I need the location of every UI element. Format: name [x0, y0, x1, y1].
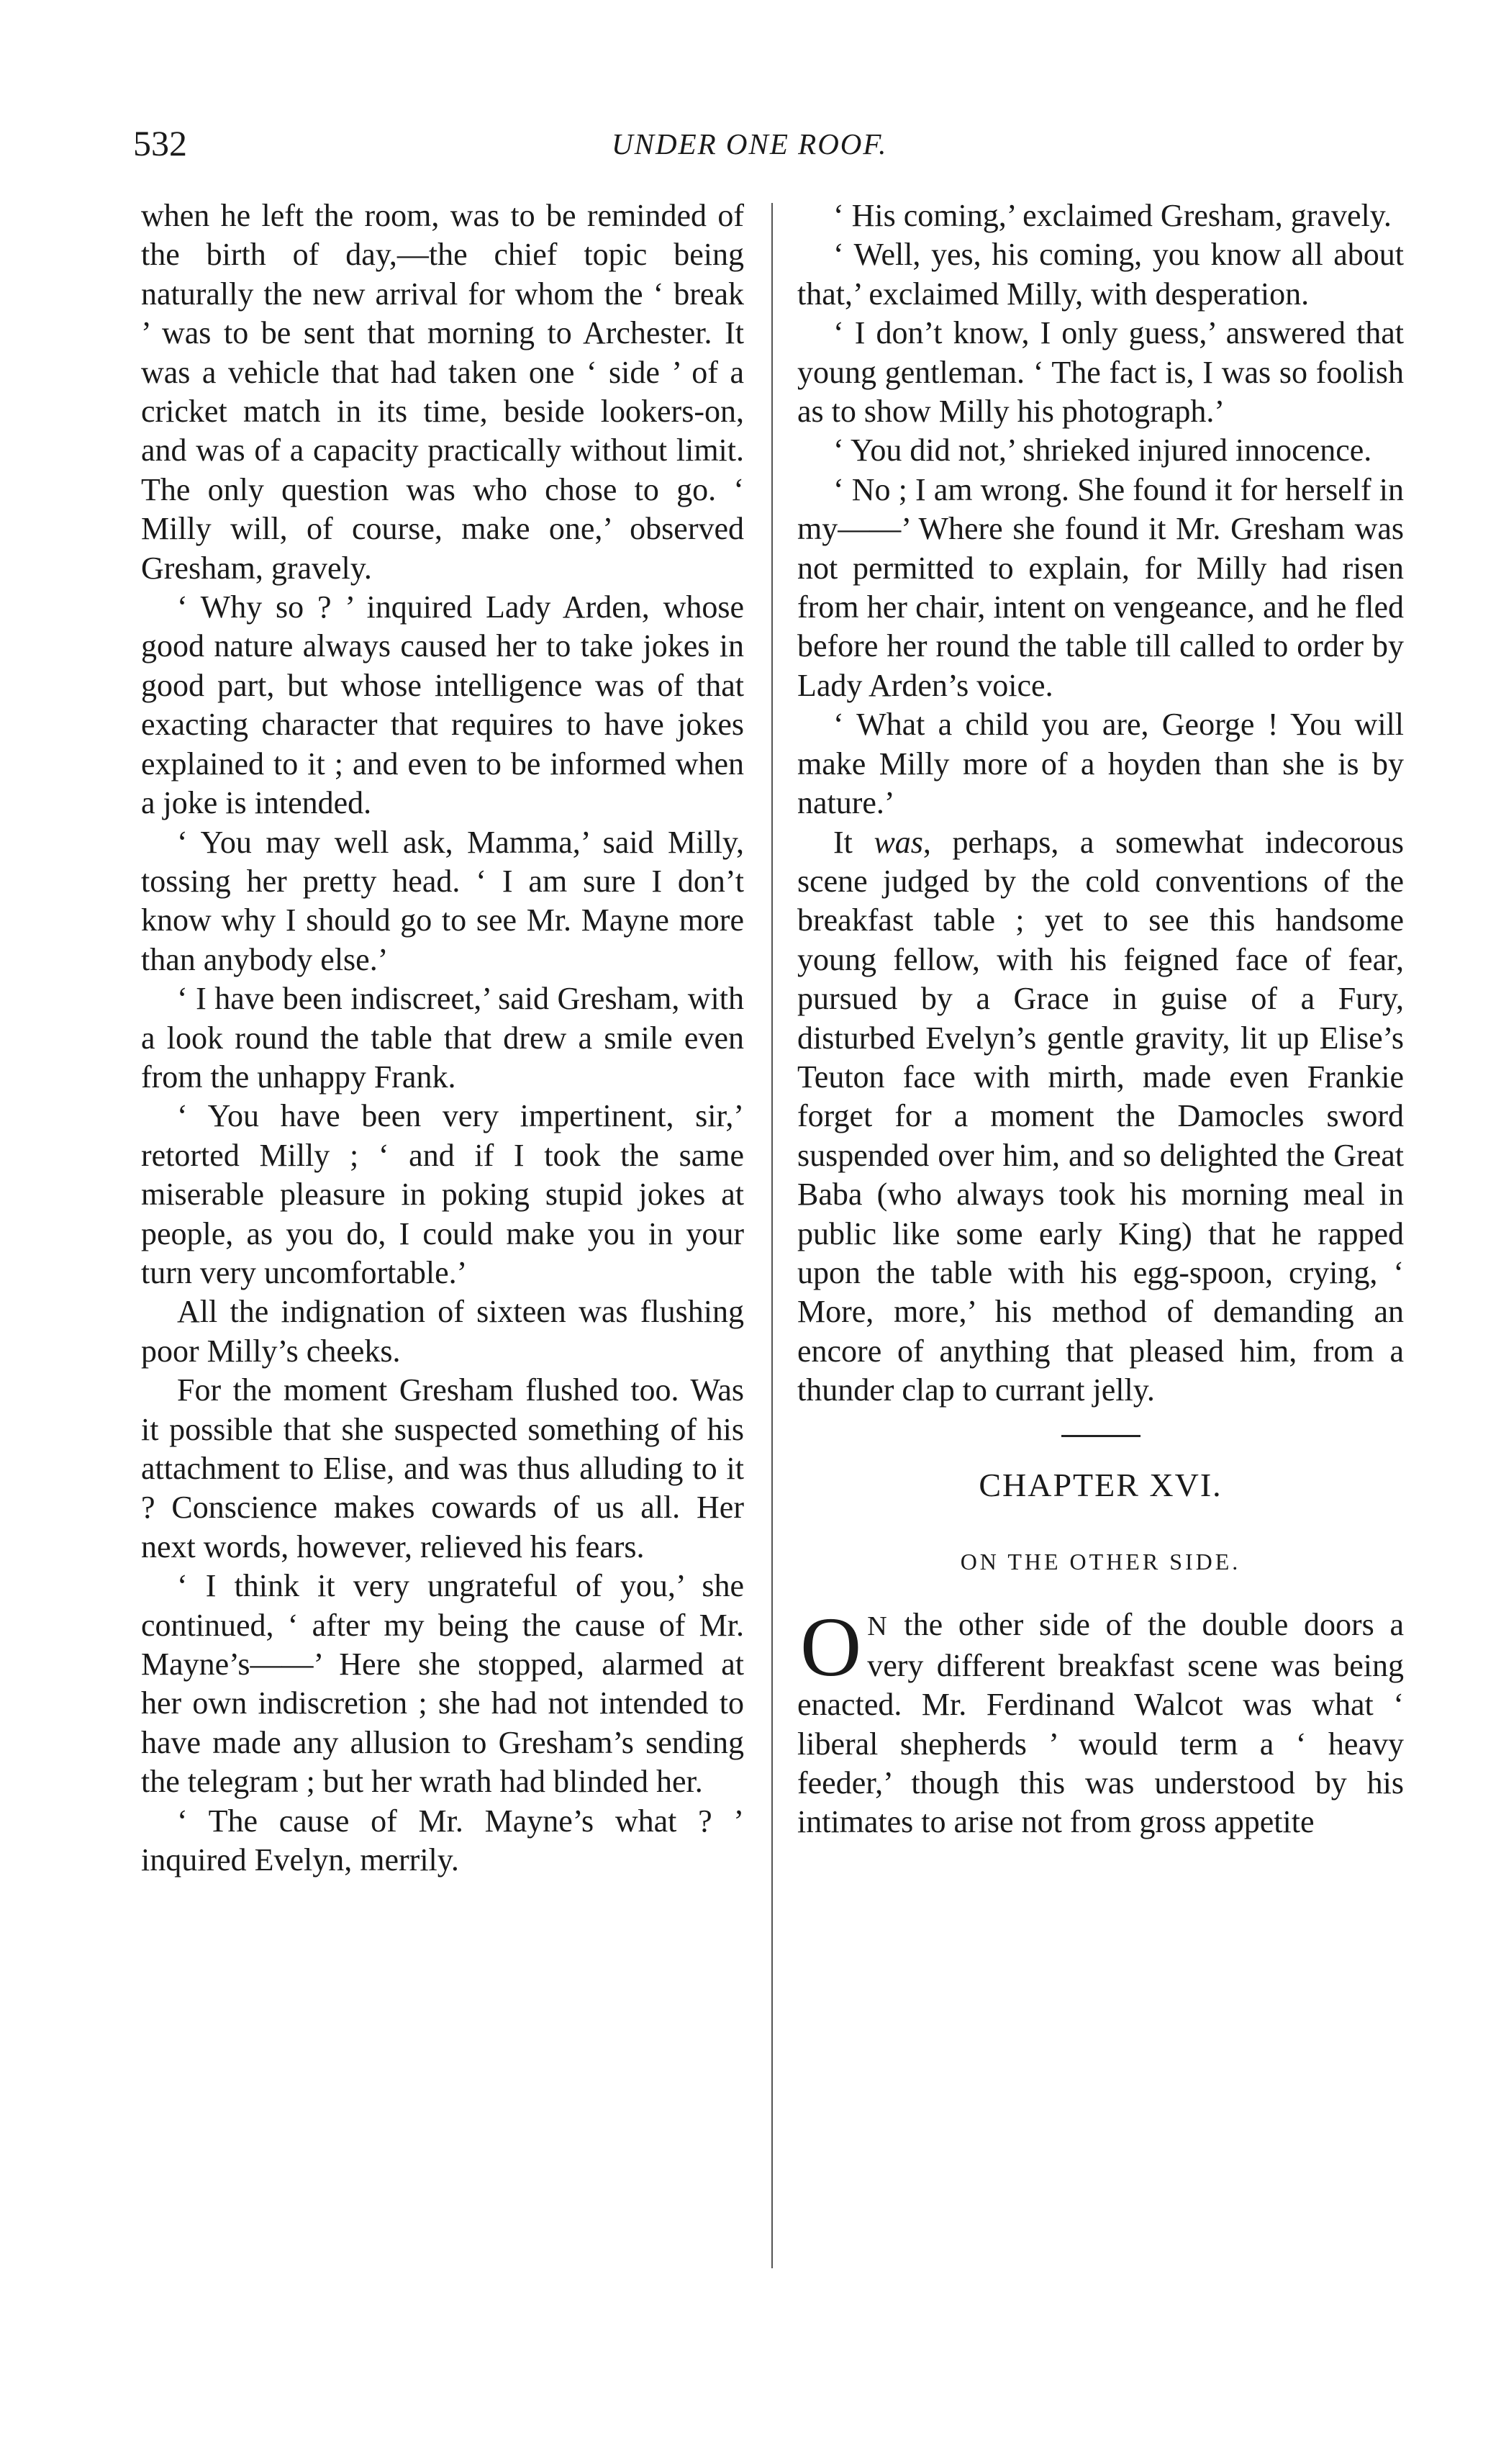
paragraph: ‘ No ; I am wrong. She found it for herself in my——’ Where she found it Mr. Gresham was not permitted to explain, for Milly had risen from her chair, intent on vengeance, and he fled before her round the table till called to order by Lady Arden’s voice.: [797, 471, 1404, 703]
paragraph: ‘ You may well ask, Mamma,’ said Milly, tossing her pretty head. ‘ I am sure I don’t know why I should go to see Mr. Mayne more than anybody else.’: [141, 824, 744, 977]
emphasis: was: [874, 824, 923, 860]
paragraph: ‘ I have been indiscreet,’ said Gresham, with a look round the table that drew a smile even from the unhappy Frank.: [141, 981, 744, 1095]
paragraph: [797, 823, 1404, 1410]
left-column: [141, 196, 744, 1880]
text-run: It: [833, 824, 874, 860]
paragraph: ‘ Well, yes, his coming, you know all about that,’ exclaimed Milly, with desperation.: [797, 237, 1404, 312]
chapter-title: CHAPTER XVI.: [979, 1466, 1223, 1503]
chapter-subtitle: ON THE OTHER SIDE.: [960, 1549, 1241, 1575]
text-run: , perhaps, a somewhat indecorous scene judged by the cold conventions of the breakfast table ; yet to see this handsome young fellow, with his feigned face of fear, pursued by a Grace in guise of a Fury, disturbed Evelyn’s gentle gravity, lit up Elise’s Teuton face with mirth, made even Frankie forget for a moment the Damocles sword suspended over him, and so delighted the Great Baba (who always took his morning meal in public like some early King) that he rapped upon the table with his egg-spoon, crying, ‘ More, more,’ his method of demanding an encore of anything that pleased him, from a thunder clap to currant jelly.: [797, 824, 1404, 1408]
opening-text: the other side of the double doors a very different breakfast scene was being enacted. Mr. Ferdinand Walcot was what ‘ liberal shepherds ’ would term a ‘ heavy feeder,’ though this was understood by his intimates to arise not from gross appetite: [797, 1607, 1404, 1840]
running-head: UNDER ONE ROOF.: [612, 127, 888, 160]
right-column: [797, 196, 1404, 1842]
paragraph: ‘ I think it very ungrateful of you,’ she continued, ‘ after my being the cause of Mr. Mayne’s——’ Here she stopped, alarmed at her own indiscretion ; she had not intended to have made any allusion to Gresham’s sending the telegram ; but her wrath had blinded her.: [141, 1568, 744, 1800]
paragraph: ‘ The cause of Mr. Mayne’s what ? ’ inquired Evelyn, merrily.: [141, 1803, 744, 1878]
paragraph: ‘ I don’t know, I only guess,’ answered that young gentleman. ‘ The fact is, I was so foolish as to show Milly his photograph.’: [797, 315, 1404, 430]
paragraph: ‘ His coming,’ exclaimed Gresham, gravely.: [833, 198, 1392, 233]
paragraph: ‘ You did not,’ shrieked injured innocence.: [833, 432, 1372, 468]
paragraph: ‘ What a child you are, George ! You will make Milly more of a hoyden than she is by nature.’: [797, 707, 1404, 821]
paragraph: ‘ You have been very impertinent, sir,’ retorted Milly ; ‘ and if I took the same miserable pleasure in poking stupid jokes at people, as you do, I could make you in your turn very uncomfortable.’: [141, 1098, 744, 1290]
paragraph: when he left the room, was to be reminded of the birth of day,—the chief topic being naturally the new arrival for whom the ‘ break ’ was to be sent that morning to Archester. It was a vehicle that had taken one ‘ side ’ of a cricket match in its time, beside lookers-on, and was of a capacity practically without limit. The only question was who chose to go. ‘ Milly will, of course, make one,’ observed Gresham, gravely.: [141, 198, 744, 586]
paragraph: ‘ Why so ? ’ inquired Lady Arden, whose good nature always caused her to take jokes in good part, but whose intelligence was of that exacting character that requires to have jokes explained to it ; and even to be informed when a joke is intended.: [141, 589, 744, 821]
page-number: 532: [133, 123, 187, 163]
section-rule: [1061, 1435, 1141, 1437]
drop-cap: O: [800, 1600, 862, 1695]
first-word-rest: N: [867, 1611, 889, 1642]
column-divider: [771, 203, 773, 2268]
paragraph: For the moment Gresham flushed too. Was it possible that she suspected something of his attachment to Elise, and was thus alluding to it ? Conscience makes cowards of us all. Her next words, however, relieved his fears.: [141, 1372, 744, 1564]
paragraph: All the indignation of sixteen was flushing poor Milly’s cheeks.: [141, 1294, 744, 1369]
chapter-opening-paragraph: [797, 1600, 1404, 1842]
